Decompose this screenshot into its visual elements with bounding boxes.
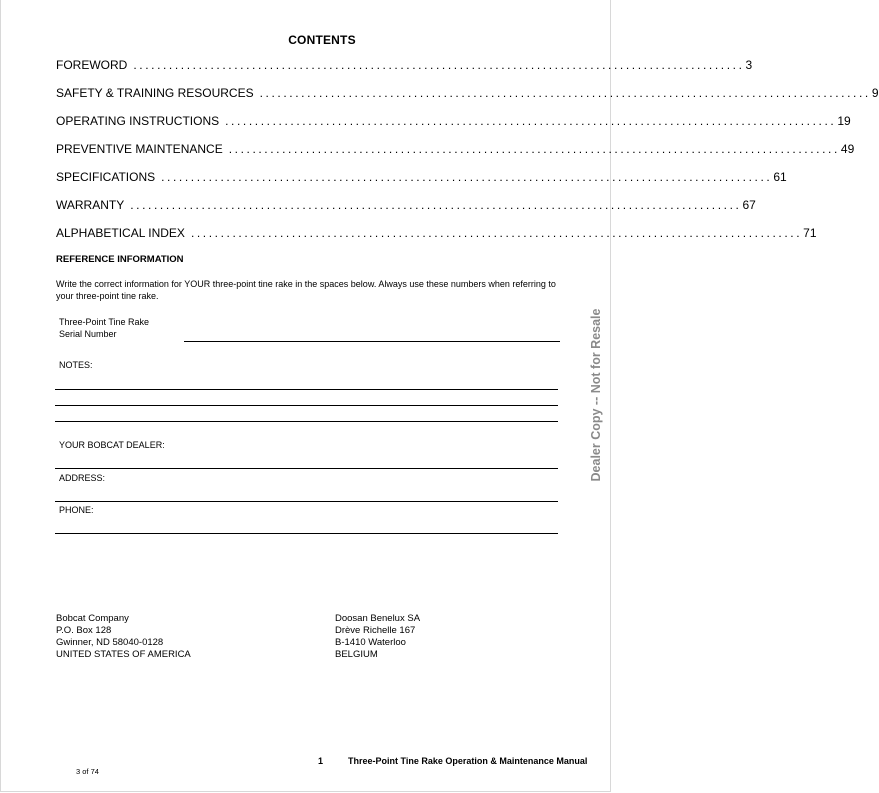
toc-label: ALPHABETICAL INDEX [56,226,185,240]
address-line: Bobcat Company [56,613,129,624]
toc-leader: ....................................................................................................... [133,58,745,72]
address-line: BELGIUM [335,649,378,660]
eu-address [335,613,420,661]
phone-label: PHONE: [59,505,94,515]
notes-label: NOTES: [59,360,93,370]
toc-page: 9 [871,86,879,100]
serial-label-line2: Serial Number [59,329,117,339]
dealer-label: YOUR BOBCAT DEALER: [59,440,165,450]
reference-instructions: Write the correct information for YOUR three-point tine rake in the spaces below. Always use these numbers when referring to your three-point tine rake. [56,279,556,301]
dealer-copy-watermark: Dealer Copy -- Not for Resale [589,308,603,482]
toc-entry-specifications[interactable] [56,170,787,198]
toc-entry-operating[interactable] [56,114,851,142]
notes-line-1[interactable] [55,389,558,390]
toc-page: 61 [773,170,787,184]
toc-label: SAFETY & TRAINING RESOURCES [56,86,254,100]
reference-heading: REFERENCE INFORMATION [56,254,184,265]
address-field[interactable] [55,501,558,502]
footer-manual-title: Three-Point Tine Rake Operation & Maintenance Manual [348,756,588,766]
address-line: Gwinner, ND 58040-0128 [56,637,164,648]
toc-label: PREVENTIVE MAINTENANCE [56,142,223,156]
toc-page: 71 [803,226,817,240]
toc-entry-warranty[interactable] [56,198,756,226]
serial-number-field[interactable] [184,341,560,342]
toc-label: WARRANTY [56,198,125,212]
table-of-contents [56,58,879,254]
address-line: Doosan Benelux SA [335,613,421,624]
toc-leader: ....................................................................................................... [225,114,837,128]
serial-label-line1: Three-Point Tine Rake [59,317,150,327]
toc-label: FOREWORD [56,58,128,72]
toc-label: SPECIFICATIONS [56,170,156,184]
toc-page: 67 [742,198,756,212]
toc-page: 3 [745,58,753,72]
toc-leader: ....................................................................................................... [228,142,840,156]
toc-leader: ....................................................................................................... [259,86,871,100]
notes-line-3[interactable] [55,421,558,422]
toc-leader: ....................................................................................................... [130,198,742,212]
toc-entry-index[interactable] [56,226,817,254]
address-label: ADDRESS: [59,473,106,483]
address-line: UNITED STATES OF AMERICA [56,649,191,660]
toc-leader: ....................................................................................................... [190,226,803,240]
us-address [56,613,191,661]
page-count: 3 of 74 [76,767,99,776]
address-line: Drève Richelle 167 [335,625,416,636]
toc-page: 19 [837,114,851,128]
notes-line-2[interactable] [55,405,558,406]
address-line: B-1410 Waterloo [335,637,406,648]
toc-entry-maintenance[interactable] [56,142,855,170]
address-line: P.O. Box 128 [56,625,112,636]
toc-page: 49 [840,142,855,156]
toc-entry-foreword[interactable] [56,58,753,86]
dealer-field[interactable] [55,468,558,469]
phone-field[interactable] [55,533,558,534]
toc-entry-safety[interactable] [56,86,879,114]
toc-label: OPERATING INSTRUCTIONS [56,114,220,128]
toc-leader: ....................................................................................................... [161,170,773,184]
footer-page-number: 1 [318,756,324,766]
page-title: CONTENTS [288,33,356,47]
serial-number-label [59,316,179,340]
